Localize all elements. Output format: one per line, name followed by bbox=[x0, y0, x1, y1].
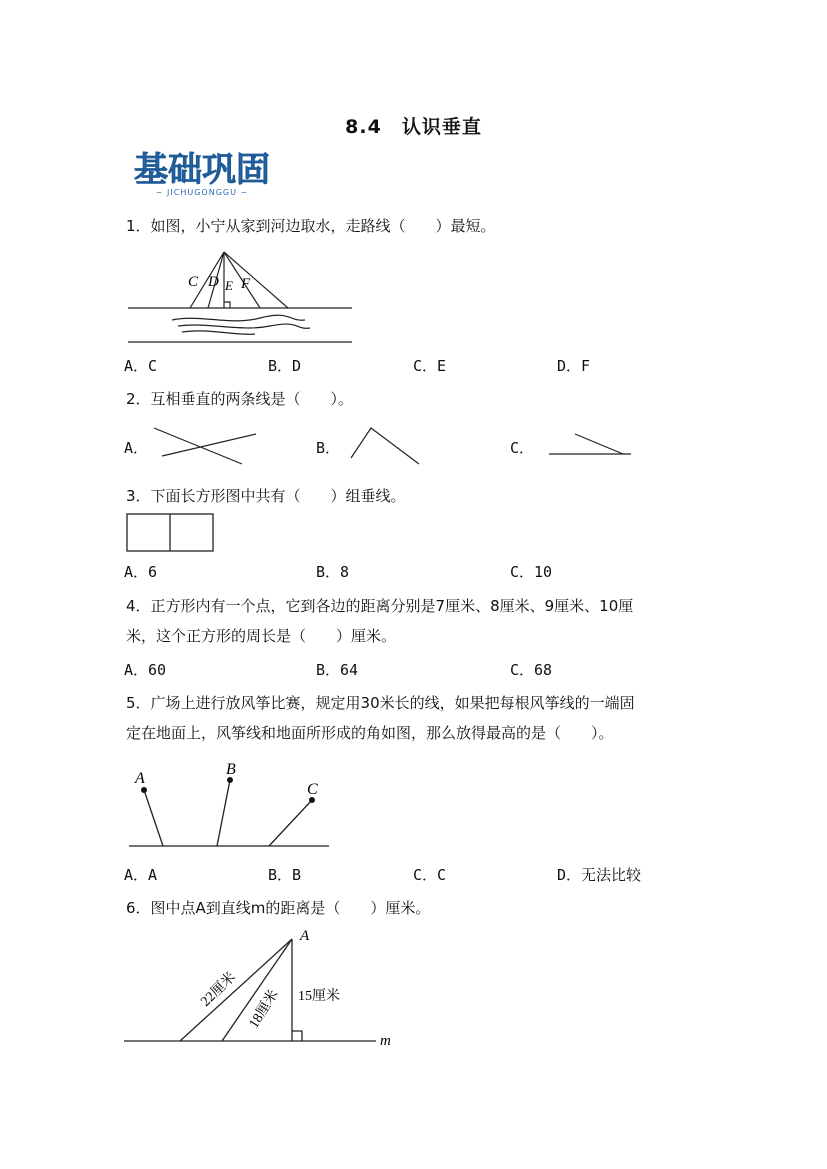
route-label-f: F bbox=[241, 276, 251, 292]
question-1: 1．如图，小宁从家到河边取水，走路线（ ）最短。 bbox=[126, 217, 496, 235]
q5-kite-figure bbox=[125, 758, 335, 850]
route-label-d: D bbox=[208, 274, 219, 290]
q3-option-a[interactable]: A．6 bbox=[124, 563, 158, 581]
length-label-18: 18厘米 bbox=[246, 987, 282, 1032]
question-3: 3．下面长方形图中共有（ ）组垂线。 bbox=[126, 487, 406, 505]
q2-figure-b bbox=[345, 424, 425, 468]
question-5-line-1: 5．广场上进行放风筝比赛，规定用30米长的线，如果把每根风筝线的一端固 bbox=[126, 694, 635, 712]
section-badge-text: 基础巩固 bbox=[134, 150, 270, 188]
line-label-m: m bbox=[380, 1033, 391, 1049]
kite-label-c: C bbox=[307, 781, 318, 798]
q1-option-c[interactable]: C．E bbox=[413, 357, 447, 375]
question-5-line-2: 定在地面上，风筝线和地面所形成的角如图，那么放得最高的是（ ）。 bbox=[126, 724, 614, 742]
question-4-line-2: 米，这个正方形的周长是（ ）厘米。 bbox=[126, 627, 397, 645]
q5-option-b[interactable]: B．B bbox=[268, 866, 302, 884]
q3-option-c[interactable]: C．10 bbox=[510, 563, 553, 581]
length-label-22: 22厘米 bbox=[198, 969, 239, 1010]
page-title: 8.4 认识垂直 bbox=[345, 116, 482, 138]
question-4-line-1: 4．正方形内有一个点，它到各边的距离分别是7厘米、8厘米、9厘米、10厘 bbox=[126, 597, 634, 615]
kite-label-b: B bbox=[226, 761, 236, 778]
q3-rectangle-figure bbox=[125, 512, 217, 554]
q5-option-a[interactable]: A．A bbox=[124, 866, 158, 884]
q2-option-b[interactable]: B． bbox=[316, 439, 341, 457]
q2-option-c[interactable]: C． bbox=[510, 439, 535, 457]
q2-figure-c bbox=[545, 428, 635, 460]
question-2: 2．互相垂直的两条线是（ ）。 bbox=[126, 390, 354, 408]
kite-label-a: A bbox=[135, 770, 145, 787]
q4-option-a[interactable]: A．60 bbox=[124, 661, 167, 679]
q4-option-b[interactable]: B．64 bbox=[316, 661, 359, 679]
q5-option-d[interactable]: D．无法比较 bbox=[557, 866, 642, 884]
section-badge-subtitle: ~ JICHUGONGGU ~ bbox=[155, 188, 249, 197]
q6-distance-figure bbox=[120, 925, 410, 1050]
q1-option-b[interactable]: B．D bbox=[268, 357, 302, 375]
question-6: 6．图中点A到直线m的距离是（ ）厘米。 bbox=[126, 899, 431, 917]
q1-option-d[interactable]: D．F bbox=[557, 357, 591, 375]
q2-figure-a bbox=[150, 424, 260, 468]
route-label-c: C bbox=[188, 274, 199, 290]
length-label-15: 15厘米 bbox=[298, 989, 340, 1004]
point-label-a: A bbox=[300, 928, 310, 944]
q1-option-a[interactable]: A．C bbox=[124, 357, 158, 375]
q2-option-a[interactable]: A． bbox=[124, 439, 149, 457]
question-1-figure bbox=[120, 248, 360, 348]
q4-option-c[interactable]: C．68 bbox=[510, 661, 553, 679]
route-label-e: E bbox=[225, 278, 233, 293]
section-badge bbox=[128, 148, 276, 188]
q5-option-c[interactable]: C．C bbox=[413, 866, 447, 884]
q3-option-b[interactable]: B．8 bbox=[316, 563, 350, 581]
